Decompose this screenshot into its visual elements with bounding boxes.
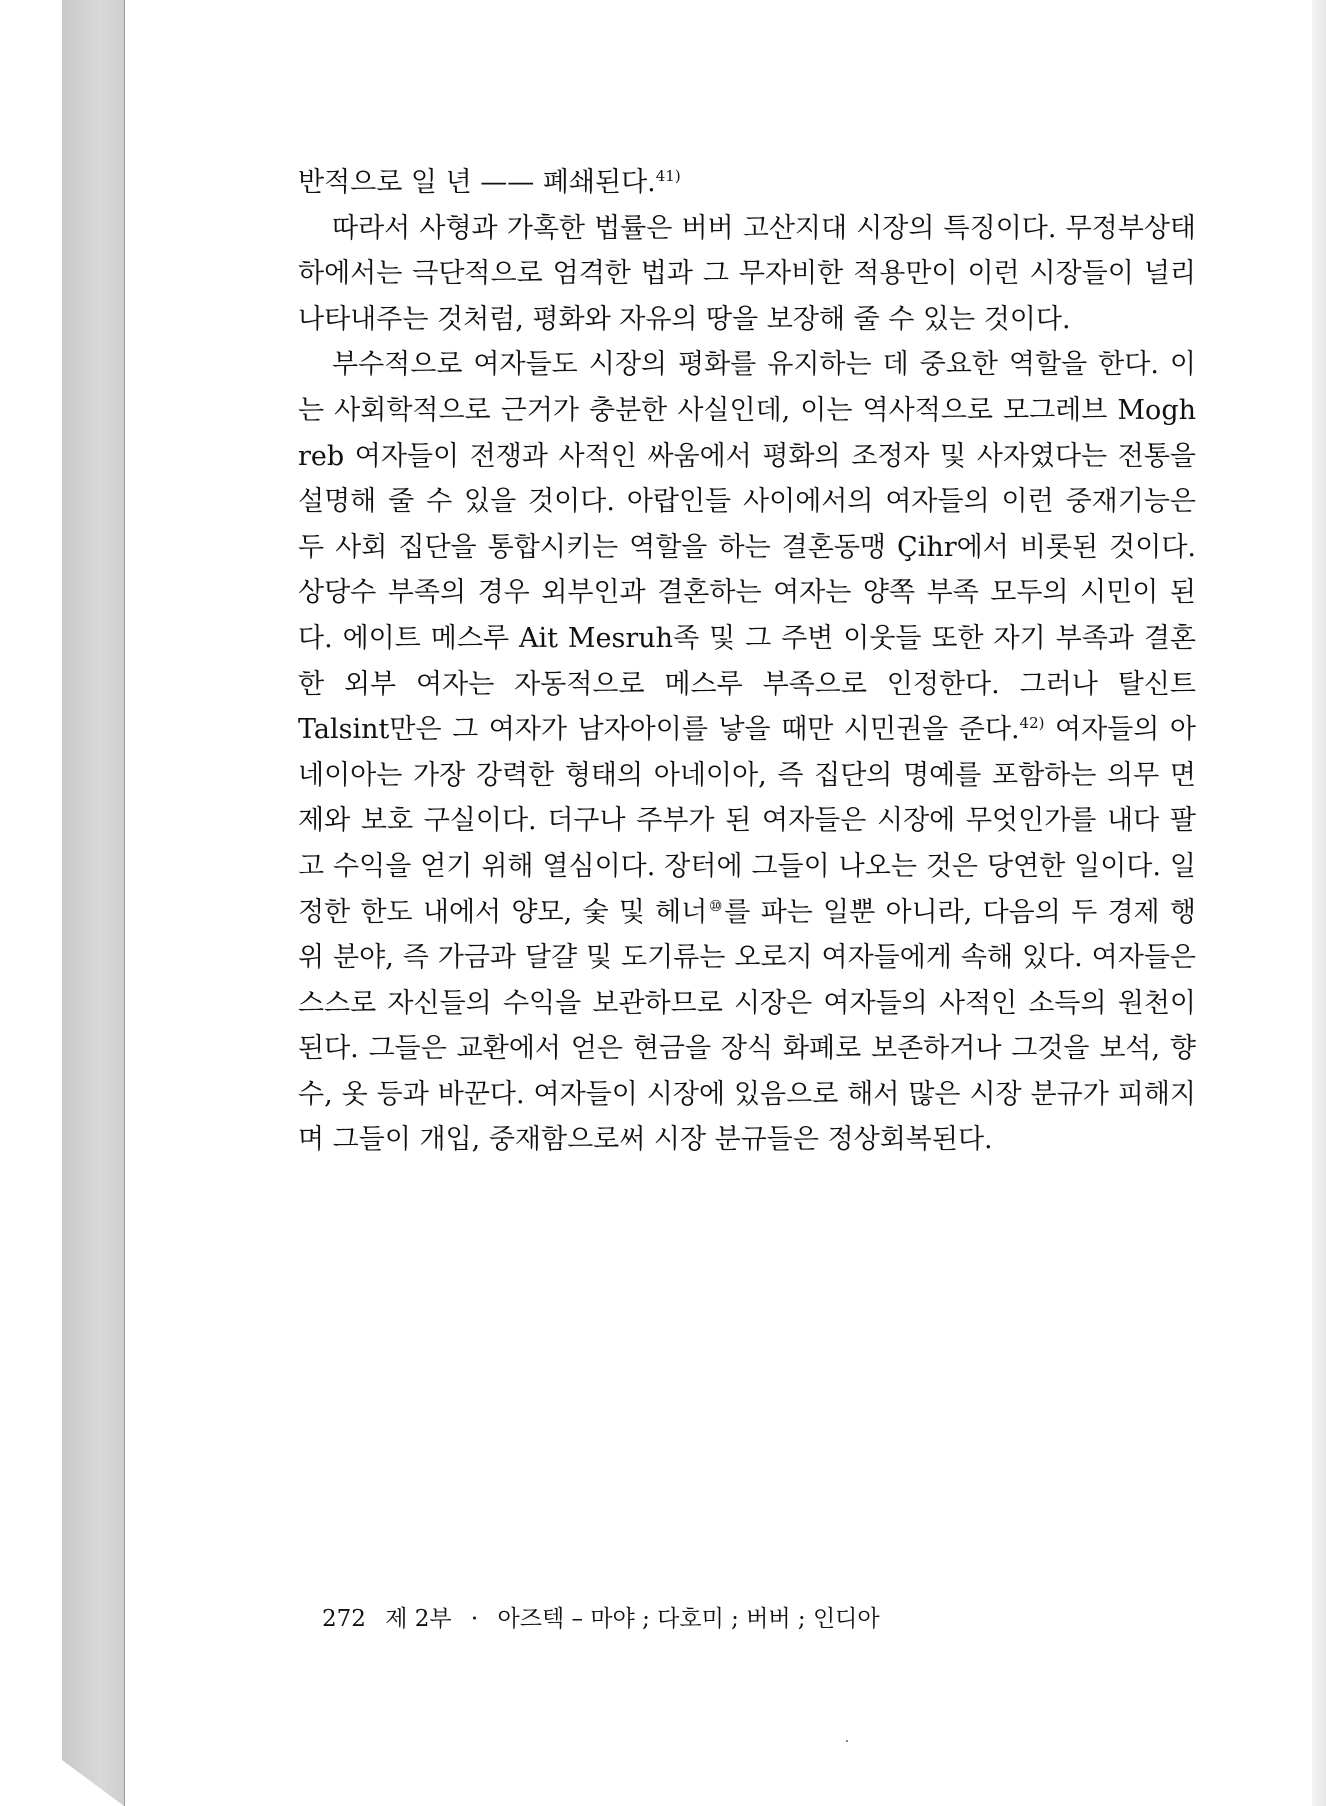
page-footer [322,1600,892,1633]
paragraph-3-part-c: 를 파는 일뿐 아니라, 다음의 두 경제 행위 분야, 즉 가금과 달걀 및 도기류는 오로지 여자들에게 속해 있다. 여자들은 스스로 자신들의 수익을 보관하므로 시장은 여자들의 사적인 소득의 원천이 된다. 그들은 교환에서 얻은 현금을 장식 화폐로 보존하거나 그것을 보석, 향수, 옷 등과 바꾼다. 여자들이 시장에 있음으로 해서 많은 시장 분규가 피해지며 그들이 개입, 중재함으로써 시장 분규들은 정상회복된다. [298,896,1196,1156]
footnote-ref-42: 42) [1019,714,1045,733]
paragraph-3-part-a: 부수적으로 여자들도 시장의 평화를 유지하는 데 중요한 역할을 한다. 이는 사회학적으로 근거가 충분한 사실인데, 이는 역사적으로 모그레브 Mogh reb 여자들이 전쟁과 사적인 싸움에서 평화의 조정자 및 사자였다는 전통을 설명해 줄 수 있을 것이다. 아랍인들 사이에서의 여자들의 이런 중재기능은 두 사회 집단을 통합시키는 역할을 하는 결혼동맹 Çihr에서 비롯된 것이다. 상당수 부족의 경우 외부인과 결혼하는 여자는 양쪽 부족 모두의 시민이 된다. 에이트 메스루 Ait Mesruh족 및 그 주변 이웃들 또한 자기 부족과 결혼한 외부 여자는 자동적으로 메스루 부족으로 인정한다. 그러나 탈신트 Talsint만은 그 여자가 남자아이를 낳을 때만 시민권을 준다. [298,349,1196,746]
translator-note-mark: ⑩ [707,896,725,915]
page-number: 272 [322,1606,366,1632]
footnote-ref-41: 41) [655,167,681,185]
paragraph-1 [298,160,1196,206]
part-label: 제 2부 [385,1606,452,1632]
scan-speck [846,1740,848,1742]
paragraph-2: 따라서 사형과 가혹한 법률은 버버 고산지대 시장의 특징이다. 무정부상태 하에서는 극단적으로 엄격한 법과 그 무자비한 적용만이 이런 시장들이 널리 나타내주는 것처럼, 평화와 자유의 땅을 보장해 줄 수 있는 것이다. [298,212,1196,335]
body-text [298,160,1196,1163]
paragraph-3 [298,342,1196,1163]
paragraph-1-text: 반적으로 일 년 —— 폐쇄된다. [298,167,656,198]
page-edge [1312,0,1326,1806]
paragraph-3-part-b: 여자들의 아네이아는 가장 강력한 형태의 아네이아, 즉 집단의 명예를 포함하는 의무 면제와 보호 구실이다. 더구나 주부가 된 여자들은 시장에 무엇인가를 내다 팔고 수익을 얻기 위해 열심이다. 장터에 그들이 나오는 것은 당연한 일이다. 일정한 한도 내에서 양모, 숯 및 헤너 [298,714,1196,928]
book-spine [62,0,124,1806]
running-title: 아즈텍 – 마야 ; 다호미 ; 버버 ; 인디아 [497,1606,880,1632]
footer-separator: · [470,1606,479,1632]
